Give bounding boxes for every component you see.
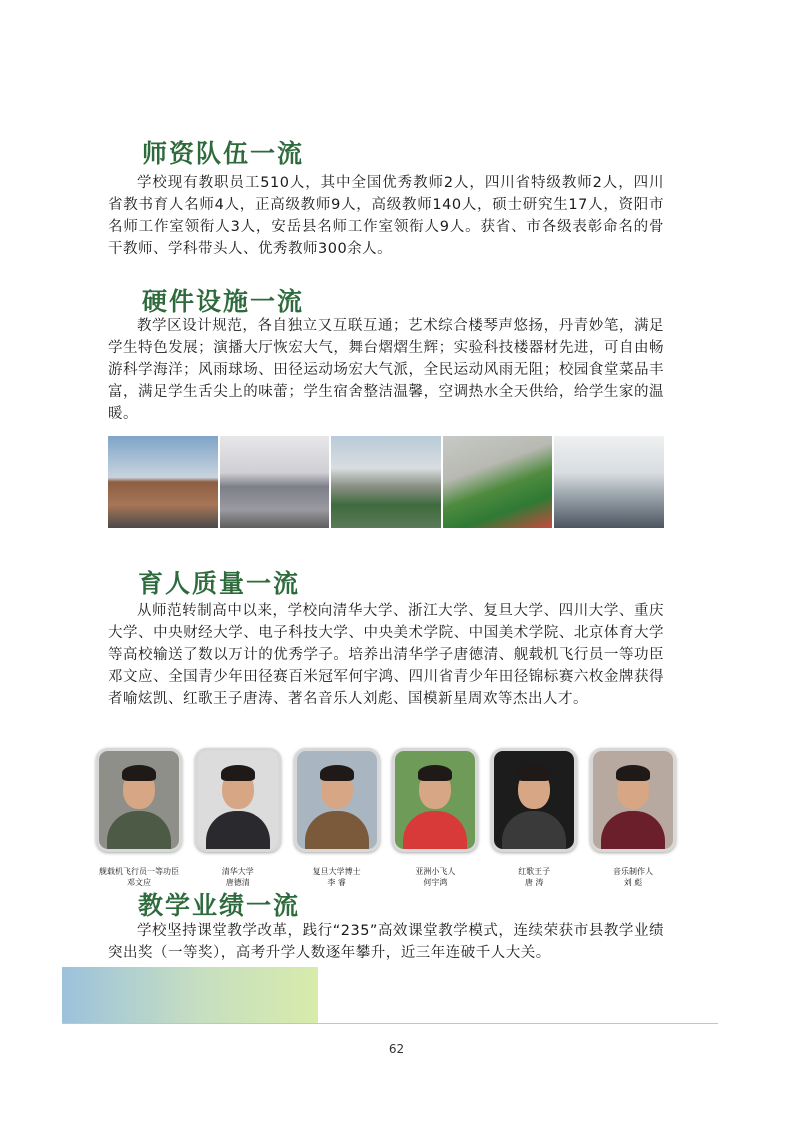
campus-photo-sports-field [443,436,553,528]
section-title-teachers: 师资队伍一流 [142,139,305,168]
alumni-portrait [590,748,676,852]
alumni-name: 何宇鸿 [423,878,448,887]
alumni-name: 刘 彪 [623,878,643,887]
alumni-title: 红歌王子 [518,867,551,876]
campus-photo-strip [108,436,664,528]
alumni-portrait [294,748,380,852]
alumni-card [294,748,380,888]
page-number: 62 [388,1042,405,1056]
decorative-gradient-bar [62,967,318,1023]
alumni-name: 邓文应 [127,878,151,887]
alumni-portrait [96,748,182,852]
section-title-education: 育人质量一流 [138,569,301,598]
alumni-card [590,748,676,888]
alumni-card [195,748,281,888]
alumni-title: 复旦大学博士 [312,867,361,876]
alumni-name: 李 睿 [327,878,346,887]
section-text-teaching: 学校坚持课堂教学改革，践行“235”高效课堂教学模式，连续荣获市县教学业绩突出奖（一等奖），高考升学人数逐年攀升，近三年连破千人大关。 [108,923,664,961]
alumni-caption [222,866,254,888]
alumni-name: 唐德清 [225,878,250,887]
alumni-caption [99,866,179,888]
alumni-card [491,748,577,888]
campus-photo-building [108,436,218,528]
alumni-portrait [491,748,577,852]
alumni-caption [518,866,550,888]
alumni-name: 唐 涛 [524,878,544,887]
alumni-caption [313,866,361,888]
campus-photo-gate [220,436,330,528]
alumni-portrait [392,748,478,852]
campus-photo-aerial [331,436,441,528]
alumni-portrait [195,748,281,852]
section-text-education: 从师范转制高中以来，学校向清华大学、浙江大学、复旦大学、四川大学、重庆大学、中央财经大学、电子科技大学、中央美术学院、中国美术学院、北京体育大学等高校输送了数以万计的优秀学子。培养出清华学子唐德清、舰载机飞行员一等功臣邓文应、全国青少年田径赛百米冠军何宇鸿、四川省青少年田径锦标赛六枚金牌获得者喻炫凯、红歌王子唐涛、著名音乐人刘彪、国模新星周欢等杰出人才。 [108,603,664,707]
section-title-teaching: 教学业绩一流 [138,891,301,920]
alumni-card [96,748,182,888]
alumni-caption [415,866,455,888]
alumni-gallery [96,748,676,888]
alumni-title: 音乐制作人 [612,867,653,876]
campus-photo-lab [554,436,664,528]
section-title-facilities: 硬件设施一流 [142,287,305,316]
alumni-title: 清华大学 [221,867,254,876]
alumni-caption [613,866,653,888]
alumni-title: 亚洲小飞人 [415,867,456,876]
alumni-card [392,748,478,888]
footer-divider [62,1023,718,1024]
alumni-title: 舰载机飞行员一等功臣 [99,867,179,876]
section-text-teachers: 学校现有教职员工510人，其中全国优秀教师2人，四川省特级教师2人，四川省教书育人名师4人，正高级教师9人，高级教师140人，硕士研究生17人，资阳市名师工作室领衔人3人，安岳县名师工作室领衔人9人。获省、市各级表彰命名的骨干教师、学科带头人、优秀教师300余人。 [108,175,664,257]
section-text-facilities: 教学区设计规范，各自独立又互联互通；艺术综合楼琴声悠扬，丹青妙笔，满足学生特色发展；演播大厅恢宏大气，舞台熠熠生辉；实验科技楼器材先进，可自由畅游科学海洋；风雨球场、田径运动场宏大气派，全民运动风雨无阻；校园食堂菜品丰富，满足学生舌尖上的味蕾；学生宿舍整洁温馨，空调热水全天供给，给学生家的温暖。 [108,318,664,422]
